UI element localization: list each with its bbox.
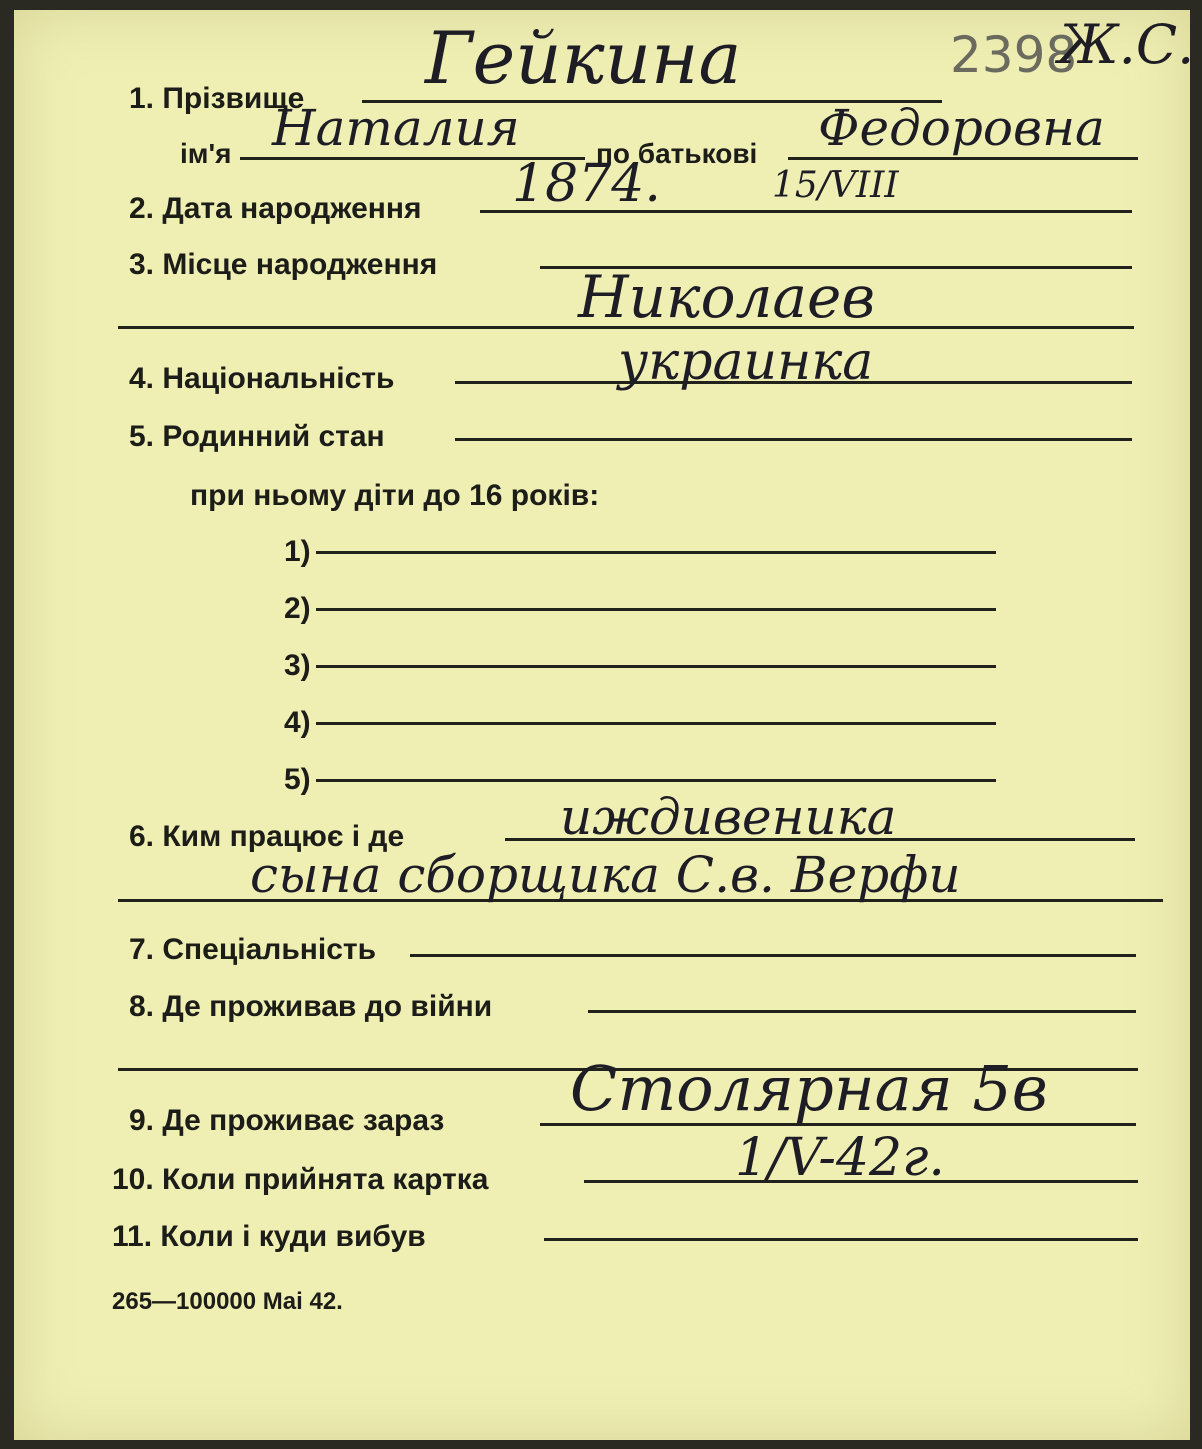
birth-day: 15/VIII [772,165,899,206]
child-4-label: 4) [284,706,311,739]
surname-value: Гейкина [425,16,742,100]
occupation-value: иждивеника [560,788,897,846]
child-4-line [316,722,996,725]
archive-number: 2398 [950,26,1078,84]
field-8-label: 8. Де проживав до війни [129,990,493,1023]
card-accepted-value: 1/V-42г. [735,1128,945,1188]
field-4-label: 4. Національність [129,362,395,395]
patronymic-line [788,157,1138,160]
field-10-label: 10. Коли прийнята картка [112,1163,489,1196]
child-3-line [316,665,996,668]
field-11-label: 11. Коли і куди вибув [112,1220,426,1253]
child-5-line [316,779,996,782]
print-run-footer: 265—100000 Mai 42. [112,1288,343,1315]
field-11-line [544,1238,1138,1241]
child-5-label: 5) [284,763,311,796]
field-7-label: 7. Спеціальність [129,933,377,966]
field-6-label: 6. Ким працює і де [129,820,405,853]
child-2-line [316,608,996,611]
field-3-label: 3. Місце народження [129,248,438,281]
field-5-line [455,438,1132,441]
birth-year: 1874. [512,154,661,214]
field-9-label: 9. Де проживає зараз [129,1104,445,1137]
name-label: ім'я [180,138,232,169]
birthplace-value: Николаев [578,263,876,331]
patronymic-label: по батькові [596,138,758,169]
workplace-value: сына сборщика С.в. Верфи [250,846,961,904]
child-1-label: 1) [284,535,311,568]
current-address-value: Столярная 5в [570,1052,1048,1125]
field-1-label: 1. Прізвище [129,82,305,115]
nationality-value: украинка [618,332,874,392]
field-8-line [588,1010,1136,1013]
name-value: Наталия [272,99,520,157]
child-3-label: 3) [284,649,311,682]
children-label: при ньому діти до 16 років: [190,479,600,512]
child-1-line [316,551,996,554]
child-2-label: 2) [284,592,311,625]
patronymic-value: Федоровна [818,99,1105,157]
field-5-label: 5. Родинний стан [129,420,385,453]
archive-letters: Ж.С. [1058,13,1195,76]
field-7-line [410,954,1136,957]
field-2-label: 2. Дата народження [129,192,422,225]
